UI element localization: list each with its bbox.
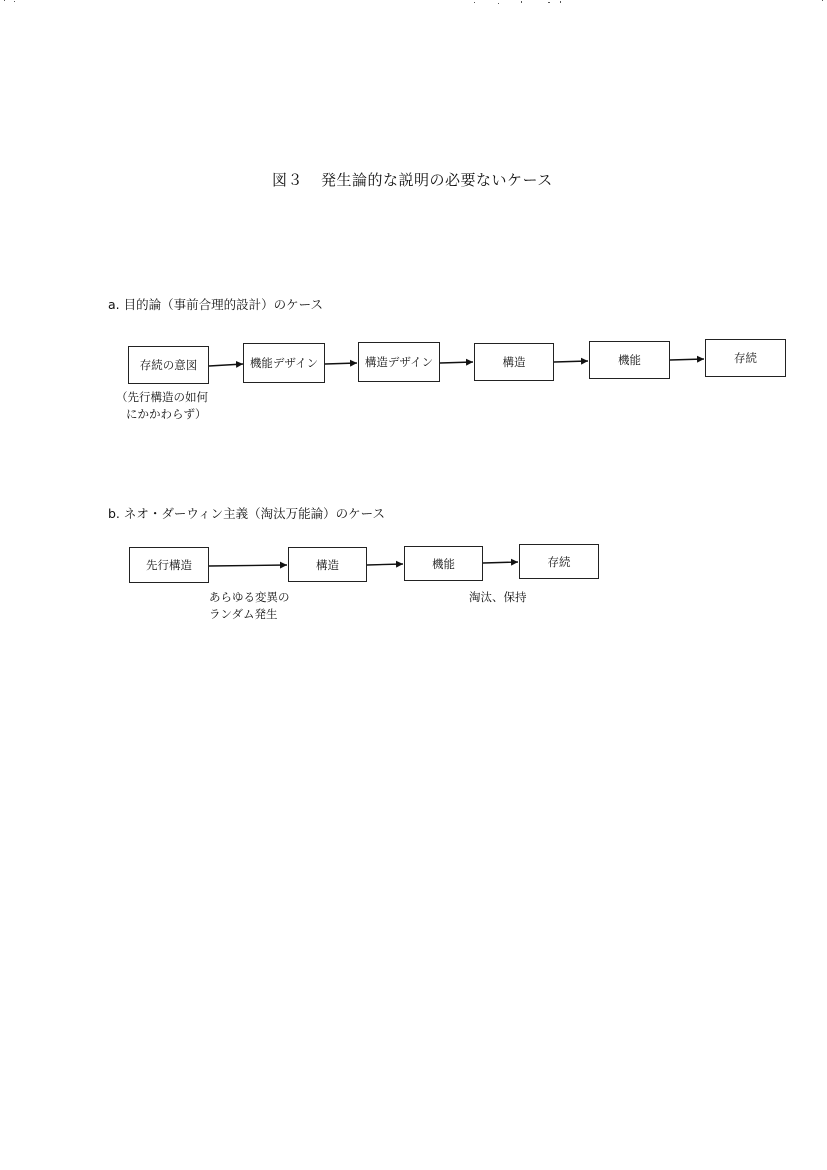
note-b-selection: 淘汰、保持 bbox=[469, 590, 527, 604]
box-a-structure: 構造 bbox=[474, 343, 554, 381]
note-a-line2: にかかわらず） bbox=[126, 407, 207, 421]
arrow-a-2 bbox=[325, 363, 357, 364]
section-b-label: b. ネオ・ダーウィン主義（淘汰万能論）のケース bbox=[108, 506, 386, 521]
figure-number: 図３ bbox=[272, 171, 304, 189]
box-b-structure: 構造 bbox=[288, 547, 367, 582]
arrow-a-5 bbox=[670, 359, 704, 360]
arrow-b-1 bbox=[209, 565, 287, 566]
figure-caption: 発生論的な説明の必要ないケース bbox=[321, 171, 553, 189]
arrow-b-2 bbox=[367, 564, 403, 565]
box-a-intent: 存続の意図 bbox=[128, 346, 209, 384]
box-a-survival: 存続 bbox=[705, 339, 786, 377]
note-b-variation-line1: あらゆる変異の bbox=[209, 590, 290, 604]
arrow-b-3 bbox=[483, 562, 518, 563]
box-b-survival: 存続 bbox=[519, 544, 599, 579]
note-a-line1: （先行構造の如何 bbox=[116, 390, 208, 404]
box-b-prior-structure: 先行構造 bbox=[129, 547, 209, 583]
arrow-a-1 bbox=[209, 364, 243, 366]
note-b-variation-line2: ランダム発生 bbox=[209, 607, 278, 621]
arrow-a-3 bbox=[440, 362, 473, 363]
arrow-a-4 bbox=[554, 361, 588, 362]
box-a-function: 機能 bbox=[589, 341, 670, 379]
box-a-function-design: 機能デザイン bbox=[243, 343, 325, 383]
box-b-function: 機能 bbox=[404, 546, 483, 581]
section-a-label: a. 目的論（事前合理的設計）のケース bbox=[108, 297, 323, 312]
box-a-structure-design: 構造デザイン bbox=[358, 342, 440, 382]
